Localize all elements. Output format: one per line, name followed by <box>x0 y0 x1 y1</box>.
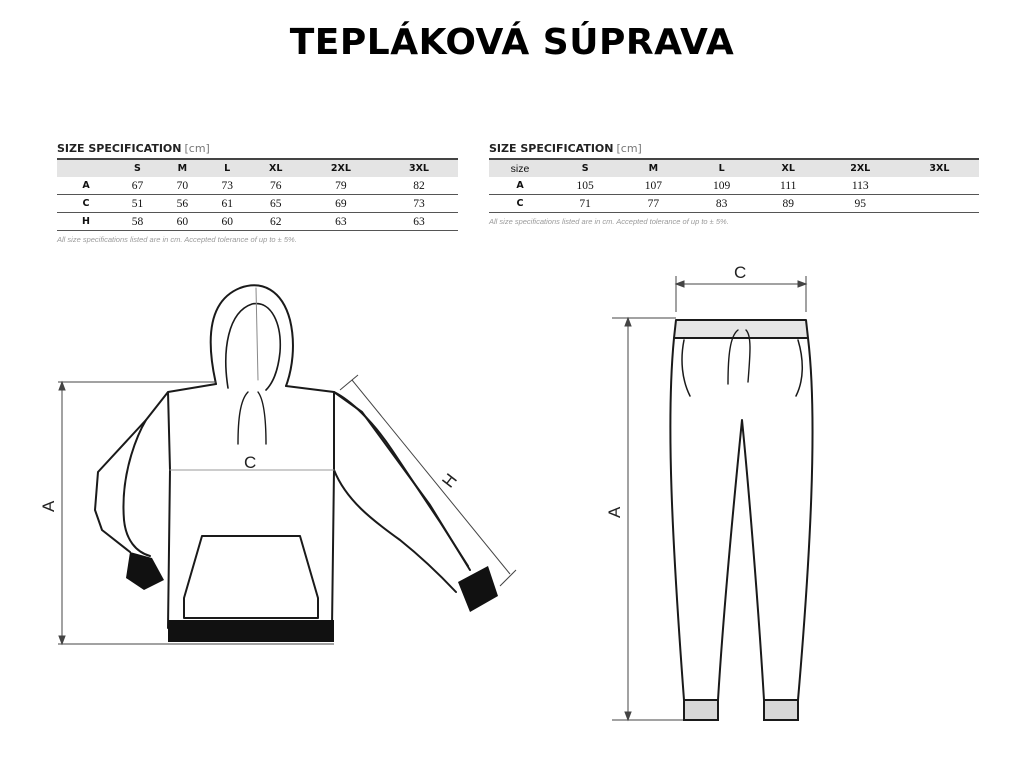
column-header: M <box>648 163 659 174</box>
table-cell: 60 <box>176 215 189 228</box>
table-cell: 63 <box>413 215 425 228</box>
table-cell: 109 <box>713 179 731 192</box>
row-key: H <box>82 216 90 227</box>
hood-opening <box>226 304 280 390</box>
column-header: S <box>581 163 589 174</box>
table-cell: 83 <box>715 197 728 210</box>
table-cell: 113 <box>851 179 869 192</box>
pants-dimension-c: C <box>734 263 747 282</box>
table-cell: 62 <box>270 215 282 228</box>
hoodie-table-heading-text: SIZE SPECIFICATION <box>57 142 182 155</box>
drawstring-right <box>258 392 266 444</box>
table-cell: 82 <box>413 179 425 192</box>
column-header: XL <box>781 163 795 174</box>
table-cell: 65 <box>270 197 282 210</box>
pants-left-cuff <box>684 700 718 720</box>
table-cell: 89 <box>782 197 794 210</box>
table-cell: 79 <box>335 179 347 192</box>
hoodie-table-unit: [cm] <box>184 142 210 155</box>
row-key: A <box>516 180 524 191</box>
hood-outline <box>211 285 293 386</box>
table-cell: 107 <box>644 179 662 192</box>
table-cell: 77 <box>647 197 660 210</box>
right-cuff <box>458 566 498 612</box>
hoodie-dimension-h: H <box>438 469 461 492</box>
table-cell: 61 <box>221 197 233 210</box>
table-cell: 76 <box>270 179 282 192</box>
pants-outline <box>670 338 812 700</box>
column-header: XL <box>269 163 283 174</box>
column-header: 2XL <box>850 163 871 174</box>
right-pocket <box>796 340 802 396</box>
table-cell: 56 <box>176 197 189 210</box>
row-key: C <box>82 198 90 209</box>
right-sleeve-inner <box>334 470 456 592</box>
column-header: 3XL <box>929 163 950 174</box>
pants-table-unit: [cm] <box>616 142 642 155</box>
table-cell: 95 <box>854 197 866 210</box>
hoodie-dimension-a: A <box>39 500 58 512</box>
kangaroo-pocket <box>184 536 318 618</box>
pants-waistband <box>674 320 808 338</box>
row-key: C <box>516 198 524 209</box>
waistband <box>168 620 334 642</box>
table-cell: 69 <box>335 197 347 210</box>
tolerance-note: All size specifications listed are in cm. Accepted tolerance of up to ± 5%. <box>489 217 729 226</box>
table-cell: 73 <box>221 179 233 192</box>
drawstring-left <box>238 392 248 444</box>
table-cell: 60 <box>221 215 233 228</box>
table-cell: 70 <box>176 179 189 192</box>
column-header: size <box>510 162 530 175</box>
page-title: TEPLÁKOVÁ SÚPRAVA <box>289 22 735 63</box>
column-header: L <box>718 163 725 174</box>
body-outline <box>95 384 470 628</box>
table-cell: 58 <box>131 215 144 228</box>
pants-right-cuff <box>764 700 798 720</box>
table-cell: 63 <box>335 215 347 228</box>
tolerance-note: All size specifications listed are in cm. Accepted tolerance of up to ± 5%. <box>57 235 297 244</box>
column-header: 3XL <box>408 163 429 174</box>
left-pocket <box>682 340 690 396</box>
pants-table-heading-text: SIZE SPECIFICATION <box>489 142 614 155</box>
hoodie-dimension-c: C <box>244 453 257 472</box>
left-cuff <box>126 552 164 590</box>
column-header: S <box>134 163 141 174</box>
row-key: A <box>82 180 90 191</box>
table-cell: 73 <box>413 197 425 210</box>
column-header: 2XL <box>330 163 351 174</box>
pants-dimension-a: A <box>605 506 624 518</box>
column-header: L <box>224 163 231 174</box>
table-cell: 105 <box>576 179 594 192</box>
table-cell: 51 <box>131 197 144 210</box>
pants-drawing <box>540 0 1024 766</box>
table-cell: 111 <box>780 179 797 192</box>
column-header: M <box>177 163 188 174</box>
table-cell: 67 <box>131 179 144 192</box>
table-cell: 71 <box>579 197 591 210</box>
hood-seam <box>256 288 258 380</box>
